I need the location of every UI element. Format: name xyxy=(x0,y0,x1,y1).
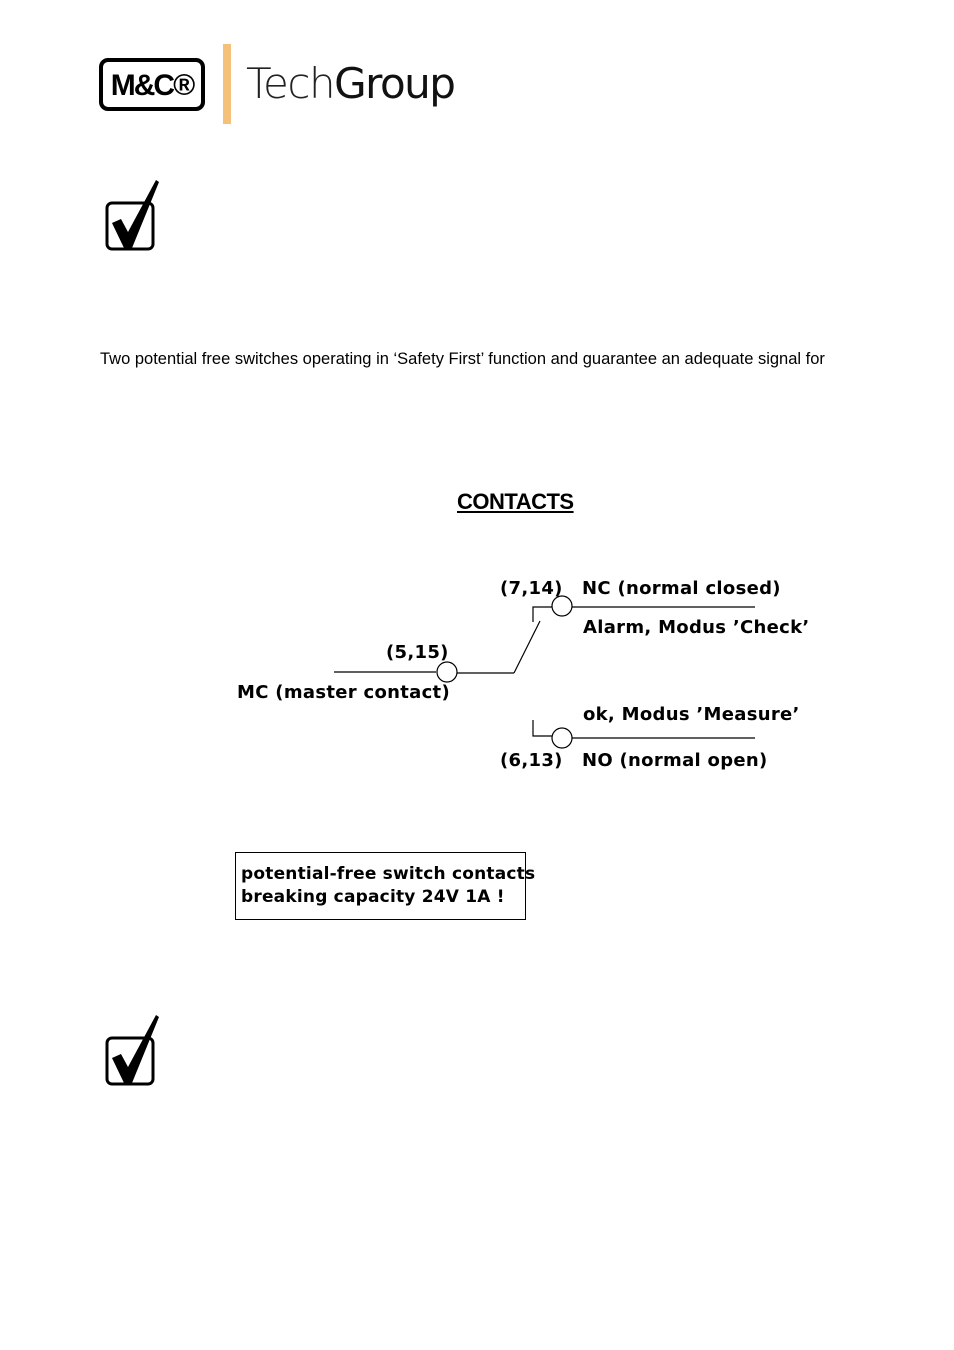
logo-divider xyxy=(223,44,231,124)
no-state-label: ok, Modus ’Measure’ xyxy=(583,704,800,725)
nc-terminal-label: (7,14) xyxy=(500,578,563,599)
nc-label: NC (normal closed) xyxy=(582,578,781,599)
nc-state-label: Alarm, Modus ’Check’ xyxy=(583,617,810,638)
brand-tech: Tech xyxy=(246,59,335,108)
logo-text: M&C® xyxy=(110,69,194,102)
mc-label: MC (master contact) xyxy=(237,682,450,703)
capacity-line-1: potential-free switch contacts xyxy=(241,864,536,884)
mc-terminal-circle xyxy=(437,662,457,682)
checkbox-checked-icon xyxy=(103,1013,163,1089)
checkbox-checked-icon xyxy=(103,178,163,254)
no-label: NO (normal open) xyxy=(582,750,768,771)
no-terminal-circle xyxy=(552,728,572,748)
nc-stub xyxy=(533,607,552,622)
nc-terminal-circle xyxy=(552,596,572,616)
capacity-note-box xyxy=(235,852,536,920)
brand-name xyxy=(246,58,454,110)
no-stub xyxy=(533,720,552,736)
capacity-line-2: breaking capacity 24V 1A ! xyxy=(241,887,505,907)
switch-arm xyxy=(514,621,540,673)
contacts-title: CONTACTS xyxy=(457,489,574,514)
mc-logo-icon xyxy=(99,58,205,111)
brand-group: Group xyxy=(334,59,455,108)
contacts-diagram xyxy=(0,560,954,790)
mc-terminal-label: (5,15) xyxy=(386,642,449,663)
no-terminal-label: (6,13) xyxy=(500,750,563,771)
intro-paragraph: Two potential free switches operating in ‘Safety First’ function and guarantee an adequate signal for xyxy=(100,350,825,368)
